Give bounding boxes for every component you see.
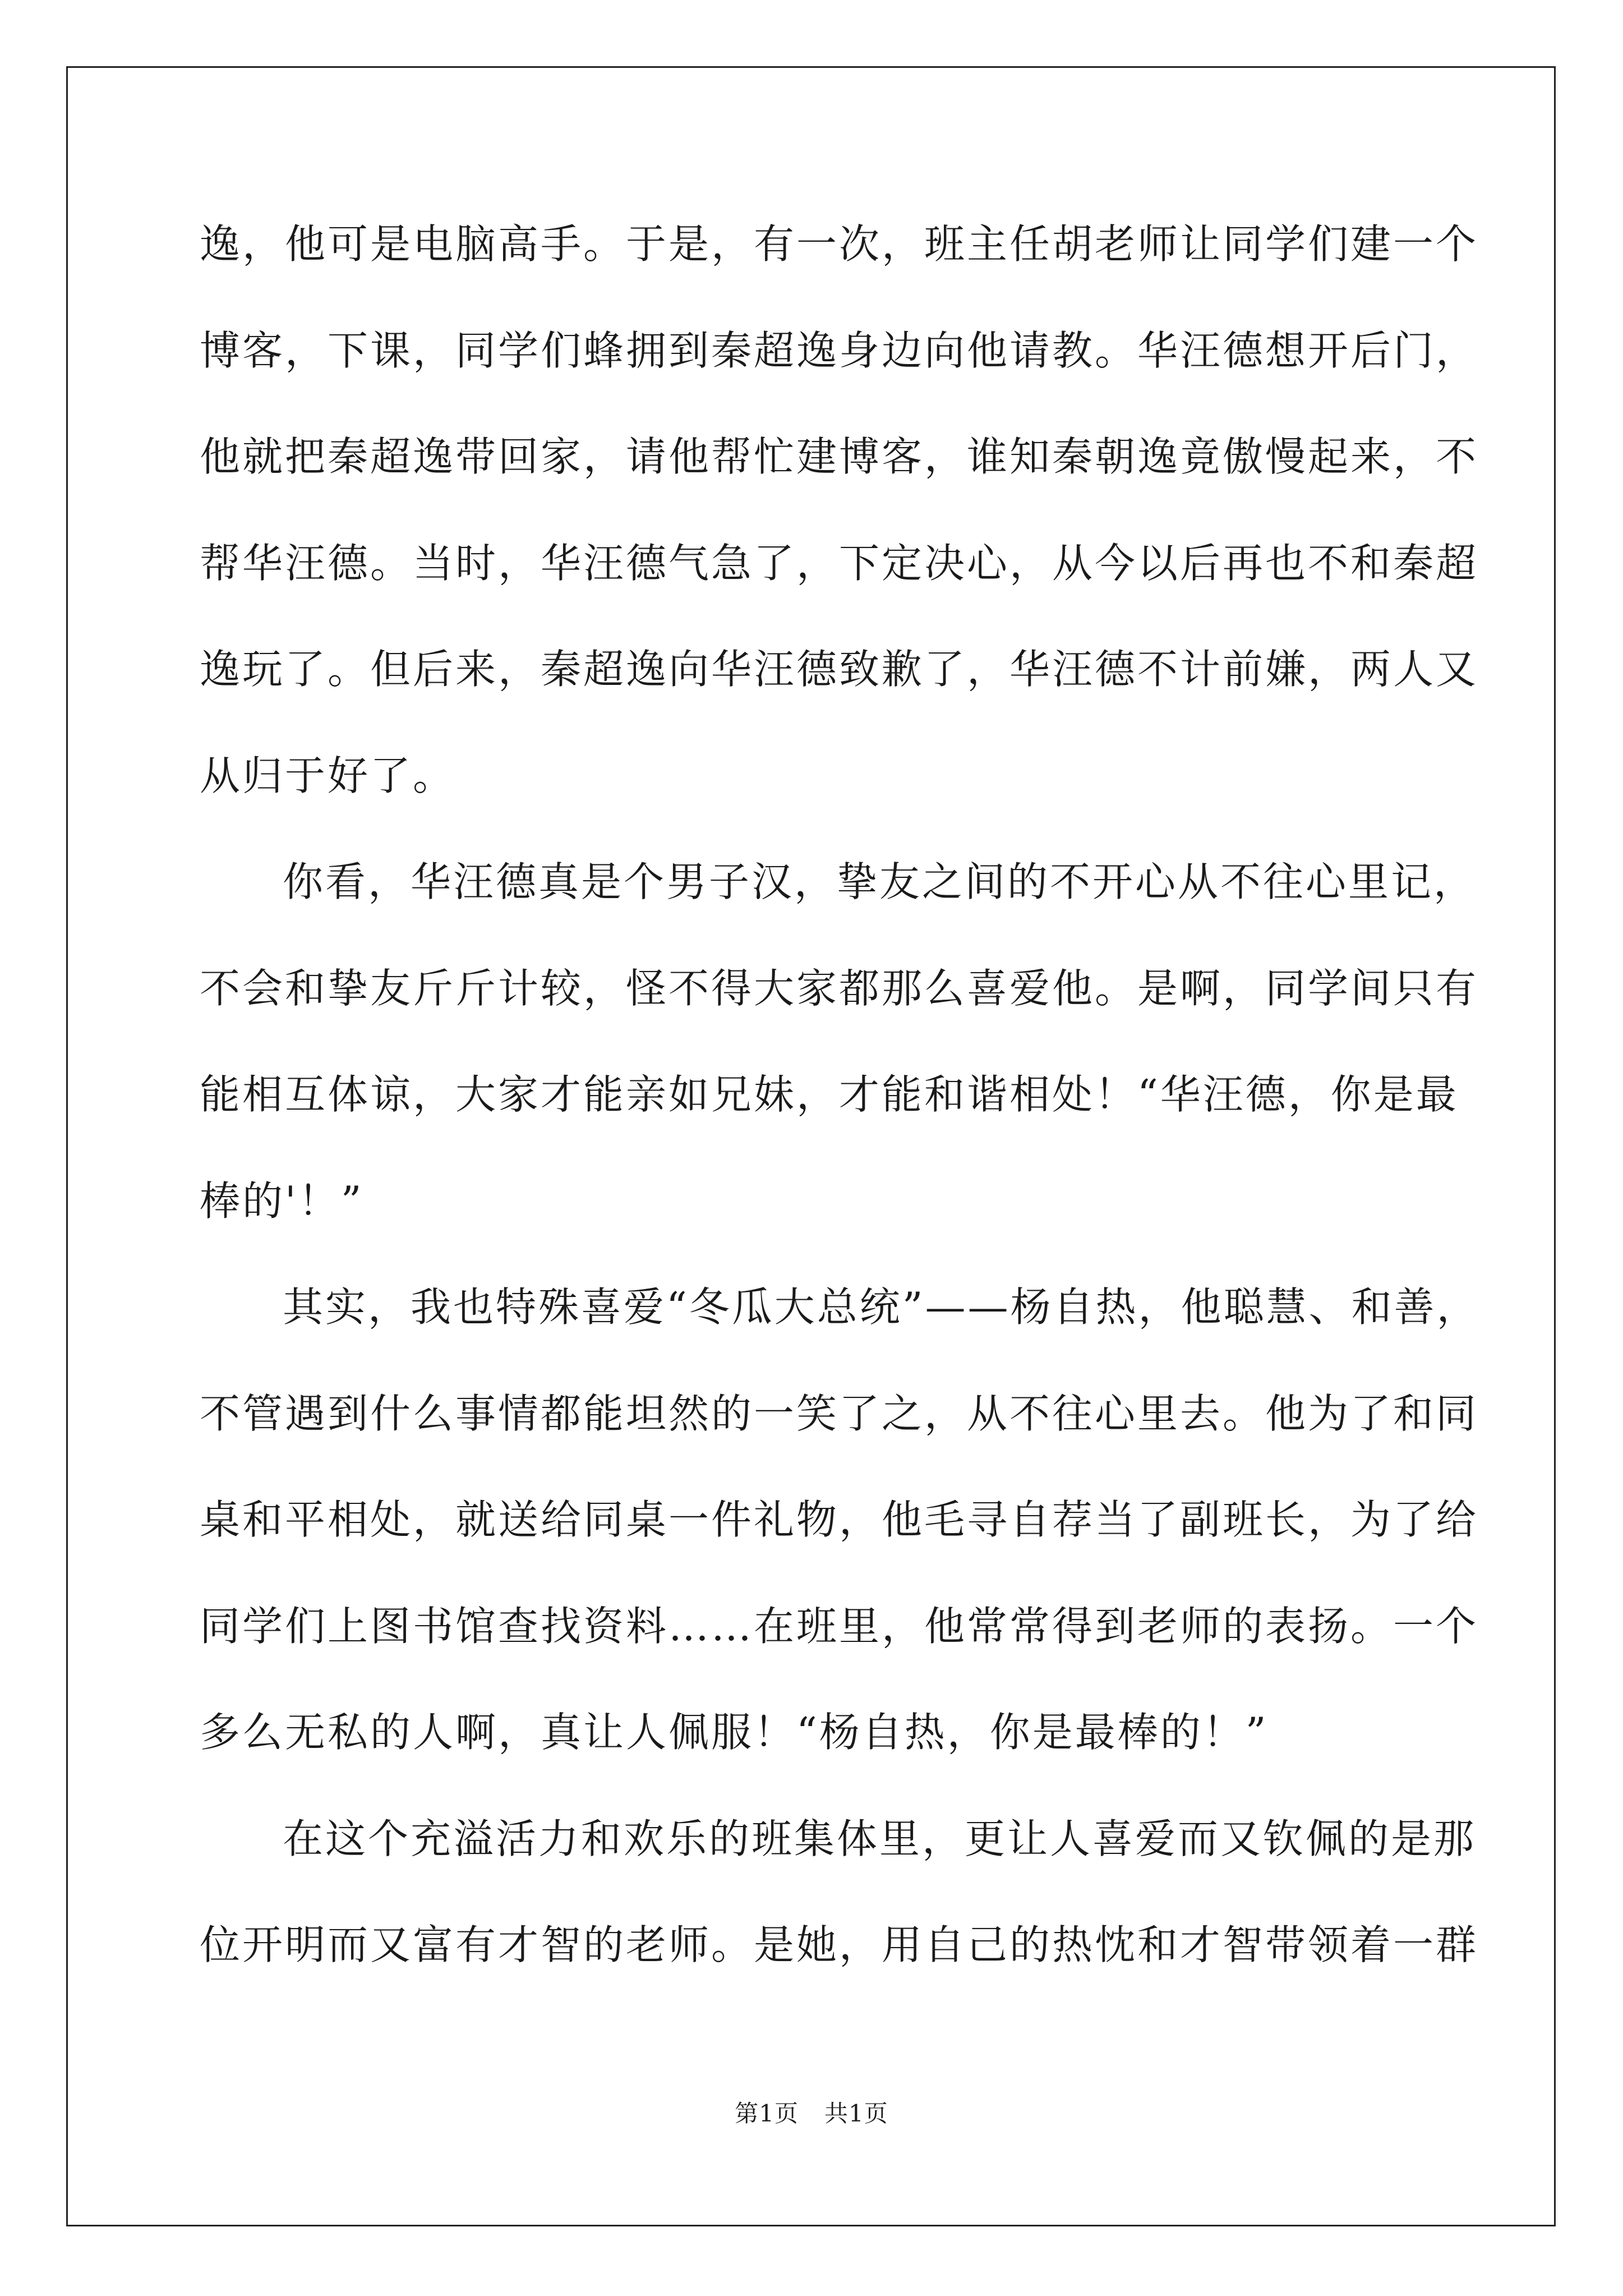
page-total: 共1页 — [824, 2100, 888, 2127]
text-line: 他就把秦超逸带回家，请他帮忙建博客，谁知秦朝逸竟傲慢起来，不 — [200, 433, 1479, 480]
paragraph-first-line: 其实，我也特殊喜爱“冬瓜大总统”——杨自热，他聪慧、和善， — [283, 1283, 1479, 1331]
text-line: 能相互体谅，大家才能亲如兄妹，才能和谐相处！“华汪德，你是最 — [200, 1071, 1459, 1118]
text-line: 桌和平相处，就送给同桌一件礼物，他毛寻自荐当了副班长，为了给 — [200, 1496, 1479, 1543]
text-line: 不管遇到什么事情都能坦然的一笑了之，从不往心里去。他为了和同 — [200, 1389, 1479, 1437]
paragraph-first-line: 你看，华汪德真是个男子汉，挚友之间的不开心从不往心里记， — [283, 858, 1477, 905]
text-line: 位开明而又富有才智的老师。是她，用自己的热忱和才智带领着一群 — [200, 1921, 1479, 1968]
text-line: 从归于好了。 — [200, 752, 456, 799]
text-line: 帮华汪德。当时，华汪德气急了，下定决心，从今以后再也不和秦超 — [200, 539, 1479, 587]
page-footer — [0, 2097, 1623, 2131]
text-line: 不会和挚友斤斤计较，怪不得大家都那么喜爱他。是啊，同学间只有 — [200, 964, 1479, 1012]
text-line: 棒的'！” — [200, 1177, 364, 1225]
paragraph-first-line: 在这个充溢活力和欢乐的班集体里，更让人喜爱而又钦佩的是那 — [283, 1815, 1477, 1862]
page-number: 第1页 — [735, 2100, 799, 2127]
text-line: 多么无私的人啊，真让人佩服！“杨自热，你是最棒的！” — [200, 1709, 1269, 1756]
text-line: 博客，下课，同学们蜂拥到秦超逸身边向他请教。华汪德想开后门， — [200, 326, 1479, 374]
text-line: 同学们上图书馆查找资料……在班里，他常常得到老师的表扬。一个 — [200, 1602, 1479, 1650]
text-line: 逸玩了。但后来，秦超逸向华汪德致歉了，华汪德不计前嫌，两人又 — [200, 646, 1479, 693]
text-line: 逸，他可是电脑高手。于是，有一次，班主任胡老师让同学们建一个 — [200, 220, 1479, 268]
document-body — [200, 213, 1479, 2021]
